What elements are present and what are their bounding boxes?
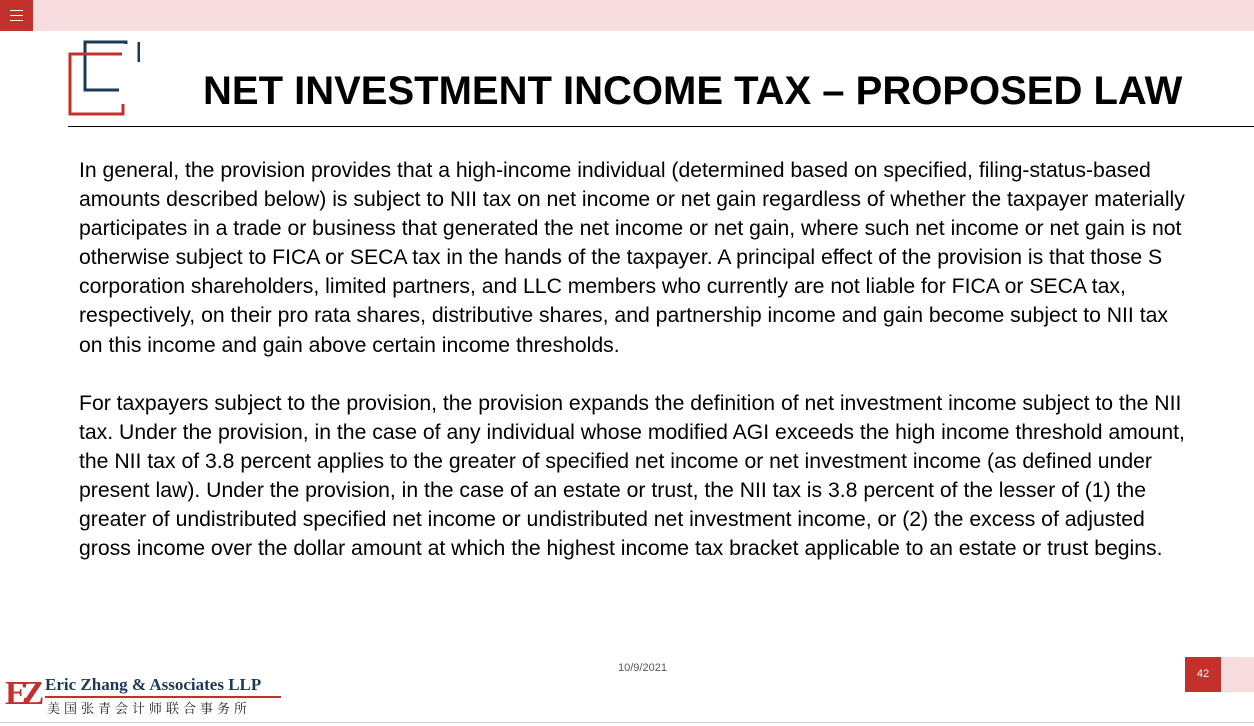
- slide-date: 10/9/2021: [618, 662, 667, 674]
- hamburger-menu-icon-line: [10, 15, 23, 16]
- brackets-logo-icon: [68, 40, 140, 116]
- firm-logo: [5, 674, 285, 718]
- title-divider: [68, 126, 1254, 127]
- body-paragraph-2: For taxpayers subject to the provision, the provision expands the definition of net investment income subject to the NII tax. Under the provision, in the case of any individual whose modified AGI exceeds the high income threshold amount, the NII tax of 3.8 percent applies to the greater of specified net income or net investment income (as defined under present law). Under the provision, in the case of an estate or trust, the NII tax is 3.8 percent of the lesser of (1) the greater of undistributed specified net income or undistributed net investment income, or (2) the excess of adjusted gross income over the dollar amount at which the highest income tax bracket applicable to an estate or trust begins.: [79, 391, 1185, 561]
- slide-title: NET INVESTMENT INCOME TAX – PROPOSED LAW: [203, 69, 1183, 113]
- firm-name: Eric Zhang & Associates LLP: [45, 675, 262, 694]
- firm-name-chinese: 美国张青会计师联合事务所: [47, 702, 252, 717]
- firm-monogram: EZ: [5, 675, 39, 712]
- hamburger-menu-icon-line: [10, 20, 23, 21]
- page-number-strip: [1221, 657, 1254, 692]
- bottom-divider: [0, 722, 1254, 723]
- slide-body: [79, 156, 1189, 592]
- hamburger-menu-icon: [10, 10, 23, 11]
- top-bar: [0, 0, 1254, 31]
- body-paragraph-1: In general, the provision provides that a high-income individual (determined based on specified, filing-status-based amounts described below) is subject to NII tax on net income or net gain regardless of whether the taxpayer materially participates in a trade or business that generated the net income or net gain, where such net income or net gain is not otherwise subject to FICA or SECA tax in the hands of the taxpayer. A principal effect of the provision is that those S corporation shareholders, limited partners, and LLC members who currently are not liable for FICA or SECA tax, respectively, on their pro rata shares, distributive shares, and partnership income and gain become subject to NII tax on this income and gain above certain income thresholds.: [79, 159, 1185, 357]
- menu-button[interactable]: [0, 0, 33, 31]
- page-number: 42: [1185, 657, 1221, 692]
